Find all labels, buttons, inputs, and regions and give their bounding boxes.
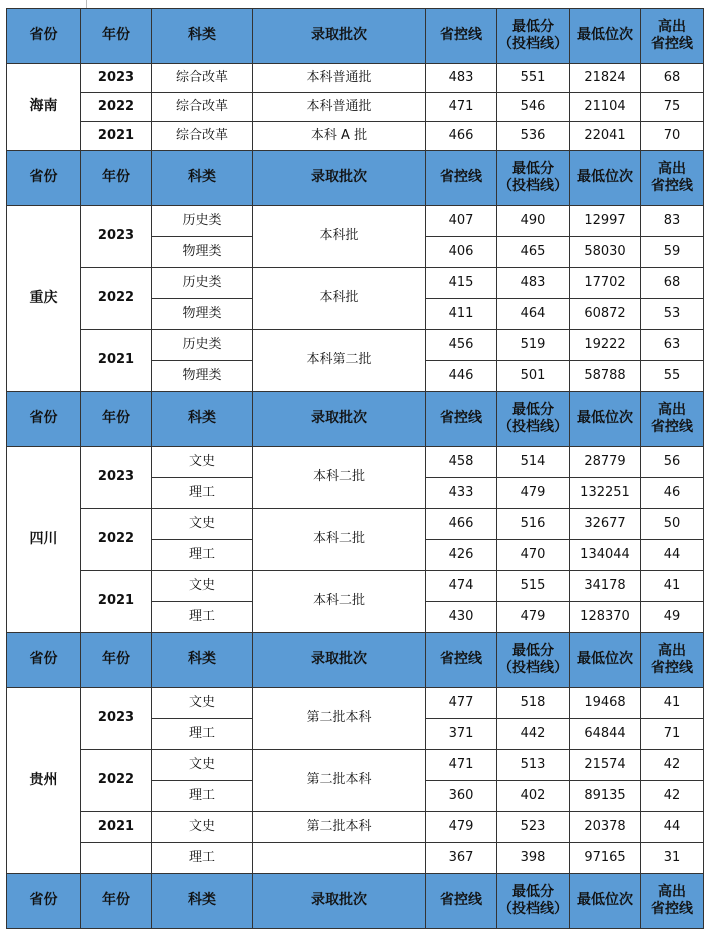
type-cell: 理工	[152, 843, 253, 874]
type-cell: 理工	[152, 719, 253, 750]
province-cell: 重庆	[7, 206, 81, 392]
header-lowest-rank: 最低位次	[570, 9, 641, 64]
table-row	[7, 750, 704, 781]
header-control-line: 省控线	[426, 392, 497, 447]
header-batch: 录取批次	[253, 874, 426, 929]
header-year: 年份	[81, 633, 152, 688]
header-lowest-score-line2: （投档线）	[498, 901, 568, 917]
above-control-cell: 59	[641, 237, 704, 268]
lowest-rank-cell: 20378	[570, 812, 641, 843]
year-cell: 2021	[81, 330, 152, 392]
batch-cell: 本科二批	[253, 447, 426, 509]
control-line-cell: 411	[426, 299, 497, 330]
lowest-score-cell: 519	[497, 330, 570, 361]
lowest-rank-cell: 21574	[570, 750, 641, 781]
header-lowest-score	[497, 9, 570, 64]
above-control-cell: 75	[641, 93, 704, 122]
control-line-cell: 471	[426, 750, 497, 781]
year-cell: 2022	[81, 268, 152, 330]
batch-cell: 第二批本科	[253, 812, 426, 843]
type-cell: 文史	[152, 688, 253, 719]
above-control-cell: 41	[641, 688, 704, 719]
header-row	[7, 392, 704, 447]
header-lowest-score-line1: 最低分	[512, 160, 554, 177]
control-line-cell: 458	[426, 447, 497, 478]
year-cell: 2021	[81, 571, 152, 633]
batch-cell: 第二批本科	[253, 688, 426, 750]
above-control-cell: 83	[641, 206, 704, 237]
header-above-line2: 省控线	[651, 36, 693, 52]
header-lowest-score-line2: （投档线）	[498, 419, 568, 435]
header-lowest-score-line1: 最低分	[512, 642, 554, 659]
lowest-score-cell: 402	[497, 781, 570, 812]
table-row	[7, 843, 704, 874]
header-control-line: 省控线	[426, 633, 497, 688]
header-lowest-score	[497, 874, 570, 929]
above-control-cell: 70	[641, 122, 704, 151]
lowest-rank-cell: 22041	[570, 122, 641, 151]
type-cell: 文史	[152, 750, 253, 781]
province-cell: 四川	[7, 447, 81, 633]
type-cell: 综合改革	[152, 64, 253, 93]
batch-cell: 本科普通批	[253, 64, 426, 93]
batch-cell: 本科普通批	[253, 93, 426, 122]
table-row	[7, 447, 704, 478]
lowest-rank-cell: 12997	[570, 206, 641, 237]
lowest-score-cell: 501	[497, 361, 570, 392]
lowest-rank-cell: 19222	[570, 330, 641, 361]
header-type: 科类	[152, 151, 253, 206]
year-cell: 2023	[81, 688, 152, 750]
control-line-cell: 466	[426, 122, 497, 151]
header-control-line: 省控线	[426, 874, 497, 929]
type-cell: 文史	[152, 812, 253, 843]
above-control-cell: 55	[641, 361, 704, 392]
lowest-score-cell: 398	[497, 843, 570, 874]
year-cell: 2022	[81, 509, 152, 571]
batch-cell: 本科批	[253, 268, 426, 330]
header-batch: 录取批次	[253, 9, 426, 64]
lowest-score-cell: 464	[497, 299, 570, 330]
control-line-cell: 415	[426, 268, 497, 299]
control-line-cell: 456	[426, 330, 497, 361]
type-cell: 历史类	[152, 330, 253, 361]
header-control-line: 省控线	[426, 9, 497, 64]
header-above-control	[641, 874, 704, 929]
lowest-rank-cell: 21104	[570, 93, 641, 122]
lowest-rank-cell: 128370	[570, 602, 641, 633]
table-row	[7, 688, 704, 719]
header-above-control	[641, 392, 704, 447]
header-year: 年份	[81, 151, 152, 206]
province-cell: 贵州	[7, 688, 81, 874]
year-cell: 2023	[81, 64, 152, 93]
header-year: 年份	[81, 874, 152, 929]
lowest-rank-cell: 21824	[570, 64, 641, 93]
control-line-cell: 430	[426, 602, 497, 633]
control-line-cell: 466	[426, 509, 497, 540]
header-lowest-score-line1: 最低分	[512, 18, 554, 35]
type-cell: 历史类	[152, 268, 253, 299]
control-line-cell: 471	[426, 93, 497, 122]
type-cell: 物理类	[152, 237, 253, 268]
above-control-cell: 42	[641, 750, 704, 781]
header-lowest-rank: 最低位次	[570, 874, 641, 929]
header-lowest-rank: 最低位次	[570, 633, 641, 688]
header-province: 省份	[7, 9, 81, 64]
header-lowest-score-line1: 最低分	[512, 883, 554, 900]
control-line-cell: 477	[426, 688, 497, 719]
header-lowest-score-line1: 最低分	[512, 401, 554, 418]
header-province: 省份	[7, 151, 81, 206]
lowest-score-cell: 470	[497, 540, 570, 571]
lowest-rank-cell: 34178	[570, 571, 641, 602]
header-lowest-score	[497, 392, 570, 447]
header-type: 科类	[152, 392, 253, 447]
lowest-rank-cell: 134044	[570, 540, 641, 571]
header-lowest-score-line2: （投档线）	[498, 660, 568, 676]
year-cell	[81, 843, 152, 874]
table-row	[7, 268, 704, 299]
lowest-rank-cell: 89135	[570, 781, 641, 812]
header-lowest-score	[497, 151, 570, 206]
control-line-cell: 483	[426, 64, 497, 93]
table-row	[7, 64, 704, 93]
batch-cell: 本科二批	[253, 509, 426, 571]
top-gridline	[86, 0, 87, 8]
header-above-line2: 省控线	[651, 419, 693, 435]
header-lowest-rank: 最低位次	[570, 392, 641, 447]
header-above-control	[641, 151, 704, 206]
header-control-line: 省控线	[426, 151, 497, 206]
header-year: 年份	[81, 9, 152, 64]
lowest-rank-cell: 17702	[570, 268, 641, 299]
lowest-rank-cell: 58788	[570, 361, 641, 392]
type-cell: 理工	[152, 602, 253, 633]
header-lowest-rank: 最低位次	[570, 151, 641, 206]
lowest-rank-cell: 60872	[570, 299, 641, 330]
year-cell: 2023	[81, 447, 152, 509]
lowest-score-cell: 442	[497, 719, 570, 750]
control-line-cell: 371	[426, 719, 497, 750]
above-control-cell: 42	[641, 781, 704, 812]
lowest-rank-cell: 58030	[570, 237, 641, 268]
type-cell: 历史类	[152, 206, 253, 237]
control-line-cell: 474	[426, 571, 497, 602]
lowest-score-cell: 551	[497, 64, 570, 93]
above-control-cell: 68	[641, 64, 704, 93]
table-row	[7, 122, 704, 151]
batch-cell: 第二批本科	[253, 750, 426, 812]
lowest-score-cell: 523	[497, 812, 570, 843]
batch-cell: 本科 A 批	[253, 122, 426, 151]
lowest-score-cell: 483	[497, 268, 570, 299]
header-lowest-score-line2: （投档线）	[498, 178, 568, 194]
header-above-line1: 高出	[658, 160, 686, 177]
type-cell: 文史	[152, 509, 253, 540]
header-row	[7, 151, 704, 206]
lowest-score-cell: 465	[497, 237, 570, 268]
type-cell: 理工	[152, 478, 253, 509]
header-above-line2: 省控线	[651, 178, 693, 194]
type-cell: 物理类	[152, 299, 253, 330]
table-row	[7, 93, 704, 122]
year-cell: 2022	[81, 93, 152, 122]
batch-cell: 本科批	[253, 206, 426, 268]
control-line-cell: 426	[426, 540, 497, 571]
header-lowest-score	[497, 633, 570, 688]
year-cell: 2023	[81, 206, 152, 268]
lowest-score-cell: 518	[497, 688, 570, 719]
header-above-line2: 省控线	[651, 660, 693, 676]
header-above-line1: 高出	[658, 642, 686, 659]
province-cell: 海南	[7, 64, 81, 151]
lowest-rank-cell: 32677	[570, 509, 641, 540]
lowest-score-cell: 479	[497, 478, 570, 509]
above-control-cell: 31	[641, 843, 704, 874]
admission-scores-table	[6, 8, 704, 929]
lowest-score-cell: 513	[497, 750, 570, 781]
header-batch: 录取批次	[253, 392, 426, 447]
header-type: 科类	[152, 633, 253, 688]
control-line-cell: 433	[426, 478, 497, 509]
header-row	[7, 874, 704, 929]
year-cell: 2021	[81, 122, 152, 151]
lowest-rank-cell: 132251	[570, 478, 641, 509]
lowest-rank-cell: 19468	[570, 688, 641, 719]
header-above-control	[641, 9, 704, 64]
batch-cell: 本科二批	[253, 571, 426, 633]
type-cell: 文史	[152, 447, 253, 478]
table-row	[7, 206, 704, 237]
header-above-line1: 高出	[658, 401, 686, 418]
header-province: 省份	[7, 874, 81, 929]
above-control-cell: 71	[641, 719, 704, 750]
header-year: 年份	[81, 392, 152, 447]
type-cell: 理工	[152, 540, 253, 571]
above-control-cell: 63	[641, 330, 704, 361]
lowest-rank-cell: 28779	[570, 447, 641, 478]
control-line-cell: 406	[426, 237, 497, 268]
header-above-line1: 高出	[658, 883, 686, 900]
header-batch: 录取批次	[253, 151, 426, 206]
header-lowest-score-line2: （投档线）	[498, 36, 568, 52]
type-cell: 综合改革	[152, 93, 253, 122]
header-province: 省份	[7, 633, 81, 688]
lowest-score-cell: 516	[497, 509, 570, 540]
lowest-rank-cell: 64844	[570, 719, 641, 750]
batch-cell	[253, 843, 426, 874]
table-row	[7, 330, 704, 361]
header-above-line1: 高出	[658, 18, 686, 35]
header-province: 省份	[7, 392, 81, 447]
above-control-cell: 50	[641, 509, 704, 540]
lowest-score-cell: 479	[497, 602, 570, 633]
header-batch: 录取批次	[253, 633, 426, 688]
above-control-cell: 46	[641, 478, 704, 509]
type-cell: 物理类	[152, 361, 253, 392]
above-control-cell: 53	[641, 299, 704, 330]
above-control-cell: 44	[641, 540, 704, 571]
type-cell: 文史	[152, 571, 253, 602]
lowest-score-cell: 490	[497, 206, 570, 237]
control-line-cell: 479	[426, 812, 497, 843]
year-cell: 2021	[81, 812, 152, 843]
header-type: 科类	[152, 9, 253, 64]
year-cell: 2022	[81, 750, 152, 812]
lowest-rank-cell: 97165	[570, 843, 641, 874]
above-control-cell: 41	[641, 571, 704, 602]
above-control-cell: 68	[641, 268, 704, 299]
control-line-cell: 446	[426, 361, 497, 392]
above-control-cell: 56	[641, 447, 704, 478]
table-row	[7, 812, 704, 843]
header-type: 科类	[152, 874, 253, 929]
lowest-score-cell: 514	[497, 447, 570, 478]
type-cell: 综合改革	[152, 122, 253, 151]
header-row	[7, 633, 704, 688]
table-row	[7, 571, 704, 602]
lowest-score-cell: 515	[497, 571, 570, 602]
lowest-score-cell: 546	[497, 93, 570, 122]
control-line-cell: 407	[426, 206, 497, 237]
above-control-cell: 49	[641, 602, 704, 633]
control-line-cell: 367	[426, 843, 497, 874]
lowest-score-cell: 536	[497, 122, 570, 151]
header-row	[7, 9, 704, 64]
table-row	[7, 509, 704, 540]
type-cell: 理工	[152, 781, 253, 812]
control-line-cell: 360	[426, 781, 497, 812]
batch-cell: 本科第二批	[253, 330, 426, 392]
above-control-cell: 44	[641, 812, 704, 843]
header-above-control	[641, 633, 704, 688]
header-above-line2: 省控线	[651, 901, 693, 917]
